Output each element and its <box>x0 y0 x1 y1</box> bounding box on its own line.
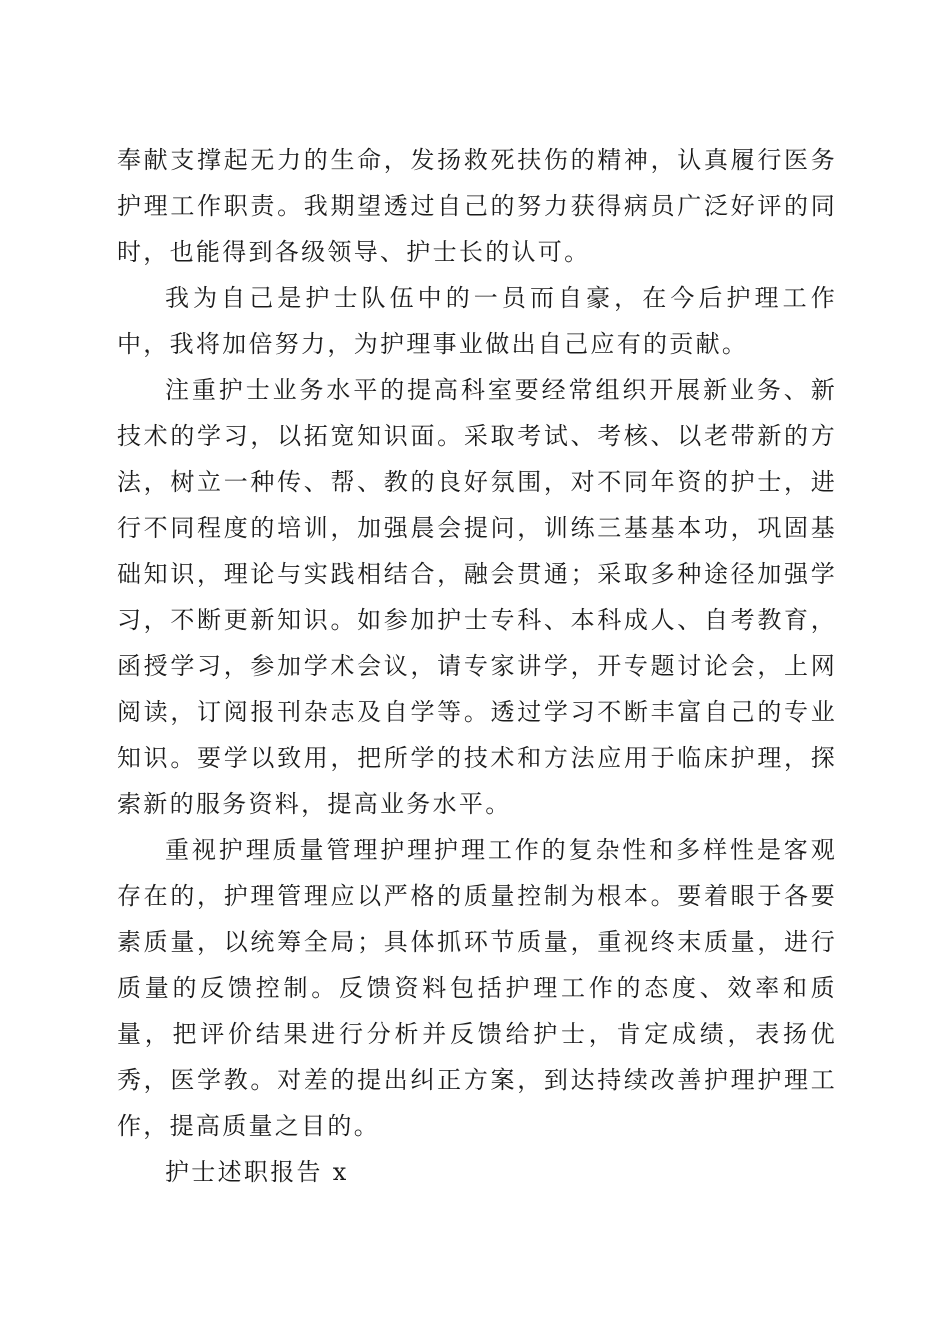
document-page <box>117 137 837 1195</box>
paragraph-pride: 我为自己是护士队伍中的一员而自豪，在今后护理工作中，我将加倍努力，为护理事业做出自己应有的贡献。 <box>117 284 837 358</box>
paragraph-quality-management: 重视护理质量管理护理护理工作的复杂性和多样性是客观存在的，护理管理应以严格的质量控制为根本。要着眼于各要素质量，以统筹全局；具体抓环节质量，重视终末质量，进行质量的反馈控制。反馈资料包括护理工作的态度、效率和质量，把评价结果进行分析并反馈给护士，肯定成绩，表扬优秀，医学教。对差的提出纠正方案，到达持续改善护理护理工作，提高质量之目的。 <box>117 836 837 1140</box>
paragraph-professional-level: 注重护士业务水平的提高科室要经常组织开展新业务、新技术的学习，以拓宽知识面。采取考试、考核、以老带新的方法，树立一种传、帮、教的良好氛围，对不同年资的护士，进行不同程度的培训，加强晨会提问，训练三基基本功，巩固基础知识，理论与实践相结合，融会贯通；采取多种途径加强学习，不断更新知识。如参加护士专科、本科成人、自考教育，函授学习，参加学术会议，请专家讲学，开专题讨论会，上网阅读，订阅报刊杂志及自学等。透过学习不断丰富自己的专业知识。要学以致用，把所学的技术和方法应用于临床护理，探索新的服务资料，提高业务水平。 <box>117 376 837 818</box>
document-footer-title: 护士述职报告 x <box>165 1158 349 1186</box>
paragraph-continuation: 奉献支撑起无力的生命，发扬救死扶伤的精神，认真履行医务护理工作职责。我期望透过自己的努力获得病员广泛好评的同时，也能得到各级领导、护士长的认可。 <box>117 146 837 266</box>
